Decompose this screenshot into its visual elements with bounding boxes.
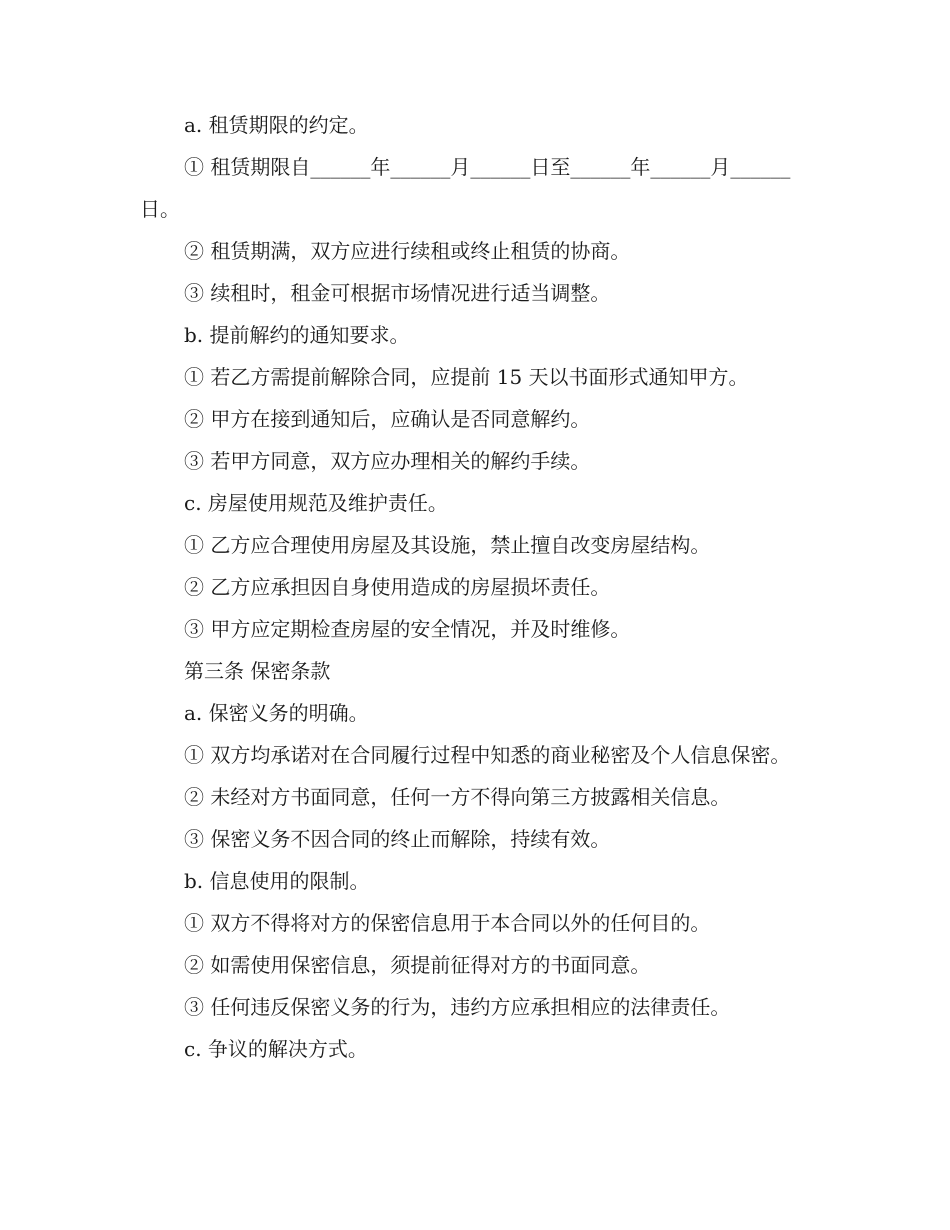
article-three-title: 第三条 保密条款 [184,659,331,683]
paragraph-lease-term-dates: ① 租赁期限自______年______月______日至______年______月______日。 [140,155,791,221]
document-body [140,104,816,1070]
paragraph-lease-expiry: ② 租赁期满，双方应进行续租或终止租赁的协商。 [184,239,631,263]
paragraph-no-disclosure: ② 未经对方书面同意，任何一方不得向第三方披露相关信息。 [184,785,731,809]
paragraph-inspection: ③ 甲方应定期检查房屋的安全情况，并及时维修。 [184,617,631,641]
paragraph-lease-term-heading: a. 租赁期限的约定。 [184,113,369,137]
paragraph-confirm-termination: ② 甲方在接到通知后，应确认是否同意解约。 [184,407,591,431]
paragraph-confidentiality-commitment: ① 双方均承诺对在合同履行过程中知悉的商业秘密及个人信息保密。 [184,743,791,767]
paragraph-damage-responsibility: ② 乙方应承担因自身使用造成的房屋损坏责任。 [184,575,611,599]
paragraph-duty-survives: ③ 保密义务不因合同的终止而解除，持续有效。 [184,827,611,851]
paragraph-proper-use: ① 乙方应合理使用房屋及其设施，禁止擅自改变房屋结构。 [184,533,711,557]
paragraph-prior-consent: ② 如需使用保密信息，须提前征得对方的书面同意。 [184,953,651,977]
paragraph-no-other-purpose: ① 双方不得将对方的保密信息用于本合同以外的任何目的。 [184,911,711,935]
paragraph-use-restriction-heading: b. 信息使用的限制。 [184,869,370,893]
paragraph-confidentiality-heading: a. 保密义务的明确。 [184,701,369,725]
paragraph-termination-procedure: ③ 若甲方同意，双方应办理相关的解约手续。 [184,449,591,473]
paragraph-dispute-heading: c. 争议的解决方式。 [184,1037,368,1061]
paragraph-early-termination-heading: b. 提前解约的通知要求。 [184,323,410,347]
paragraph-liability: ③ 任何违反保密义务的行为，违约方应承担相应的法律责任。 [184,995,731,1019]
paragraph-usage-heading: c. 房屋使用规范及维护责任。 [184,491,448,515]
paragraph-early-termination-notice: ① 若乙方需提前解除合同，应提前 15 天以书面形式通知甲方。 [184,365,749,389]
paragraph-rent-adjustment: ③ 续租时，租金可根据市场情况进行适当调整。 [184,281,611,305]
